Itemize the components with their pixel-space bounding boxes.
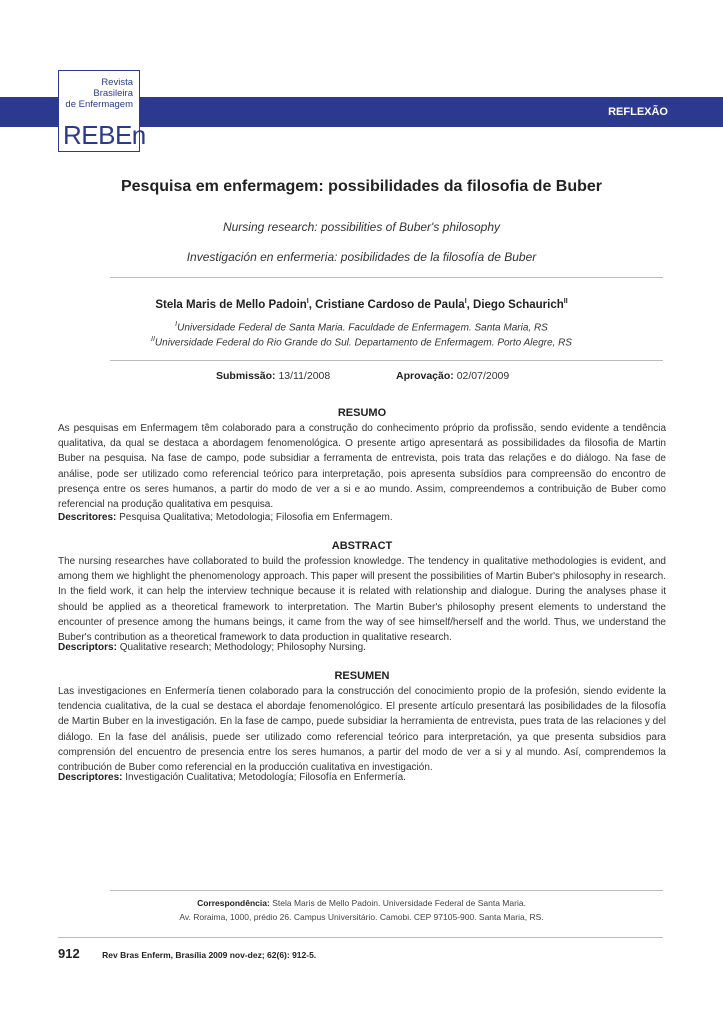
divider — [110, 890, 663, 891]
approval-label: Aprovação: — [396, 370, 454, 382]
subtitle-spanish: Investigación en enfermeria: posibilidades de la filosofía de Buber — [186, 250, 537, 264]
resumen-heading: RESUMEN — [334, 670, 390, 682]
resumo-keywords — [58, 512, 666, 523]
journal-logo — [58, 70, 146, 152]
logo-line-3: de Enfermagem — [65, 99, 133, 110]
approval-value: 02/07/2009 — [456, 370, 510, 382]
author-name: Diego Schaurich — [473, 298, 564, 311]
page-number: 912 — [58, 946, 80, 961]
author-list: Stela Maris de Mello Padoin$^I$, Cristiane Cardoso de Paula$^I$, Diego Schaurich$^{II}$ — [155, 298, 568, 311]
section-label: REFLEXÃO — [608, 106, 668, 118]
abstract-text: The nursing researches have collaborated to build the profession knowledge. The tendency in qualitative methodologies is evident, and among them we highlight the phenomenology approach. This paper will present the possibilities of Martin Buber's philosophy in research. In the field work, it can help the interview technique because it is related with relationship and dialogue. During the analyses phase it should be applied as a theoretical framework to interpretation. The Martin Buber's philosophy present elements to understand the encounter of presence among the humans beings, it came from the way of see himself/herself and the world. Thus, we understand the Buber's contribution as a theoretical framework to data production in qualitative research. — [58, 556, 666, 644]
keywords-label: Descriptores: — [58, 772, 123, 783]
resumo-text: As pesquisas em Enfermagem têm colaborado para a construção do conhecimento próprio da profissão, sendo evidente a tendência qualitativa, da qual se destaca a abordagem fenomenológica. O presente artigo apresentará as possibilidades da filosofia de Martin Buber na pesquisa. Na fase de campo, pode subsidiar a ferramenta de entrevista, pois trata das relações e do diálogo. Na fase de análise, pode ser utilizado como referencial teórico para interpretação, pois apresenta subsídios para compreensão do encontro de presença entre os seres humanos, a partir do modo de ver a si e ao mundo. Assim, compreendemos a contribuição de Buber como referencial na produção qualitativa em pesquisa. — [58, 423, 666, 511]
keywords-value: Investigación Cualitativa; Metodología; Filosofía en Enfermería. — [125, 772, 406, 783]
author-name: Stela Maris de Mello Padoin — [155, 298, 307, 311]
submission-date — [216, 370, 330, 382]
keywords-value: Pesquisa Qualitativa; Metodologia; Filosofia em Enfermagem. — [119, 512, 393, 523]
affiliation-1 — [0, 321, 723, 333]
abstract-keywords — [58, 642, 666, 653]
affiliation-superscript: II — [151, 336, 155, 343]
page-footer — [58, 945, 316, 963]
submission-value: 13/11/2008 — [278, 370, 331, 382]
subtitle-english: Nursing research: possibilities of Buber's philosophy — [222, 220, 501, 234]
author-superscript: I — [464, 298, 467, 305]
correspondence-line-1 — [0, 898, 723, 908]
resumen-text: Las investigaciones en Enfermería tienen colaborado para la construcción del conocimiento propio de la profesión, siendo evidente la tendencia cualitativa, de la cual se destaca el abordaje fenomenológico. El presente artículo presentará las posibilidades de la filosofía de Martin Buber en la investigación. En la fase de campo, puede subsidiar la herramienta de entrevista, pues trata de las relaciones y del diálogo. En la fase del análisis, puede ser utilizado como referencial teórico para interpretación, ya que presenta subsidios para comprensión del encuentro de presencia entre los seres humanos, a partir del modo de ver a si y al mundo. Así, comprendemos la contribución de Buber como referencial en la producción cualitativa en investigación. — [58, 686, 666, 774]
resumen-keywords — [58, 772, 666, 783]
affiliation-text: Universidade Federal de Santa Maria. Faculdade de Enfermagem. Santa Maria, RS — [177, 322, 548, 334]
affiliation-2 — [0, 336, 723, 348]
divider — [110, 360, 663, 361]
affiliation-text: Universidade Federal do Rio Grande do Sul. Departamento de Enfermagem. Porto Alegre, RS — [154, 337, 572, 349]
keywords-label: Descriptors: — [58, 642, 117, 653]
journal-citation: Rev Bras Enferm, Brasília 2009 nov-dez; 62(6): 912-5. — [102, 950, 317, 960]
abstract-heading: ABSTRACT — [331, 540, 393, 552]
logo-text — [59, 77, 133, 110]
article-title: Pesquisa em enfermagem: possibilidades da filosofia de Buber — [120, 178, 603, 195]
approval-date — [396, 370, 509, 382]
author-superscript: I — [306, 298, 309, 305]
submission-label: Submissão: — [216, 370, 276, 382]
logo-line-2: Brasileira — [93, 88, 133, 99]
correspondence-label: Correspondência: — [197, 898, 270, 908]
author-superscript: II — [563, 298, 568, 305]
logo-brand: REBEn — [63, 120, 146, 150]
footer-divider — [58, 937, 663, 938]
keywords-label: Descritores: — [58, 512, 117, 523]
divider — [110, 277, 663, 278]
correspondence-text: Stela Maris de Mello Padoin. Universidade Federal de Santa Maria. — [272, 898, 526, 908]
author-name: Cristiane Cardoso de Paula — [315, 298, 465, 311]
logo-line-1: Revista — [101, 77, 133, 88]
keywords-value: Qualitative research; Methodology; Philosophy Nursing. — [119, 642, 366, 653]
resumo-heading: RESUMO — [337, 407, 387, 419]
affiliation-superscript: I — [175, 321, 178, 328]
correspondence-line-2: Av. Roraima, 1000, prédio 26. Campus Universitário. Camobi. CEP 97105-900. Santa Maria, RS. — [179, 912, 544, 922]
